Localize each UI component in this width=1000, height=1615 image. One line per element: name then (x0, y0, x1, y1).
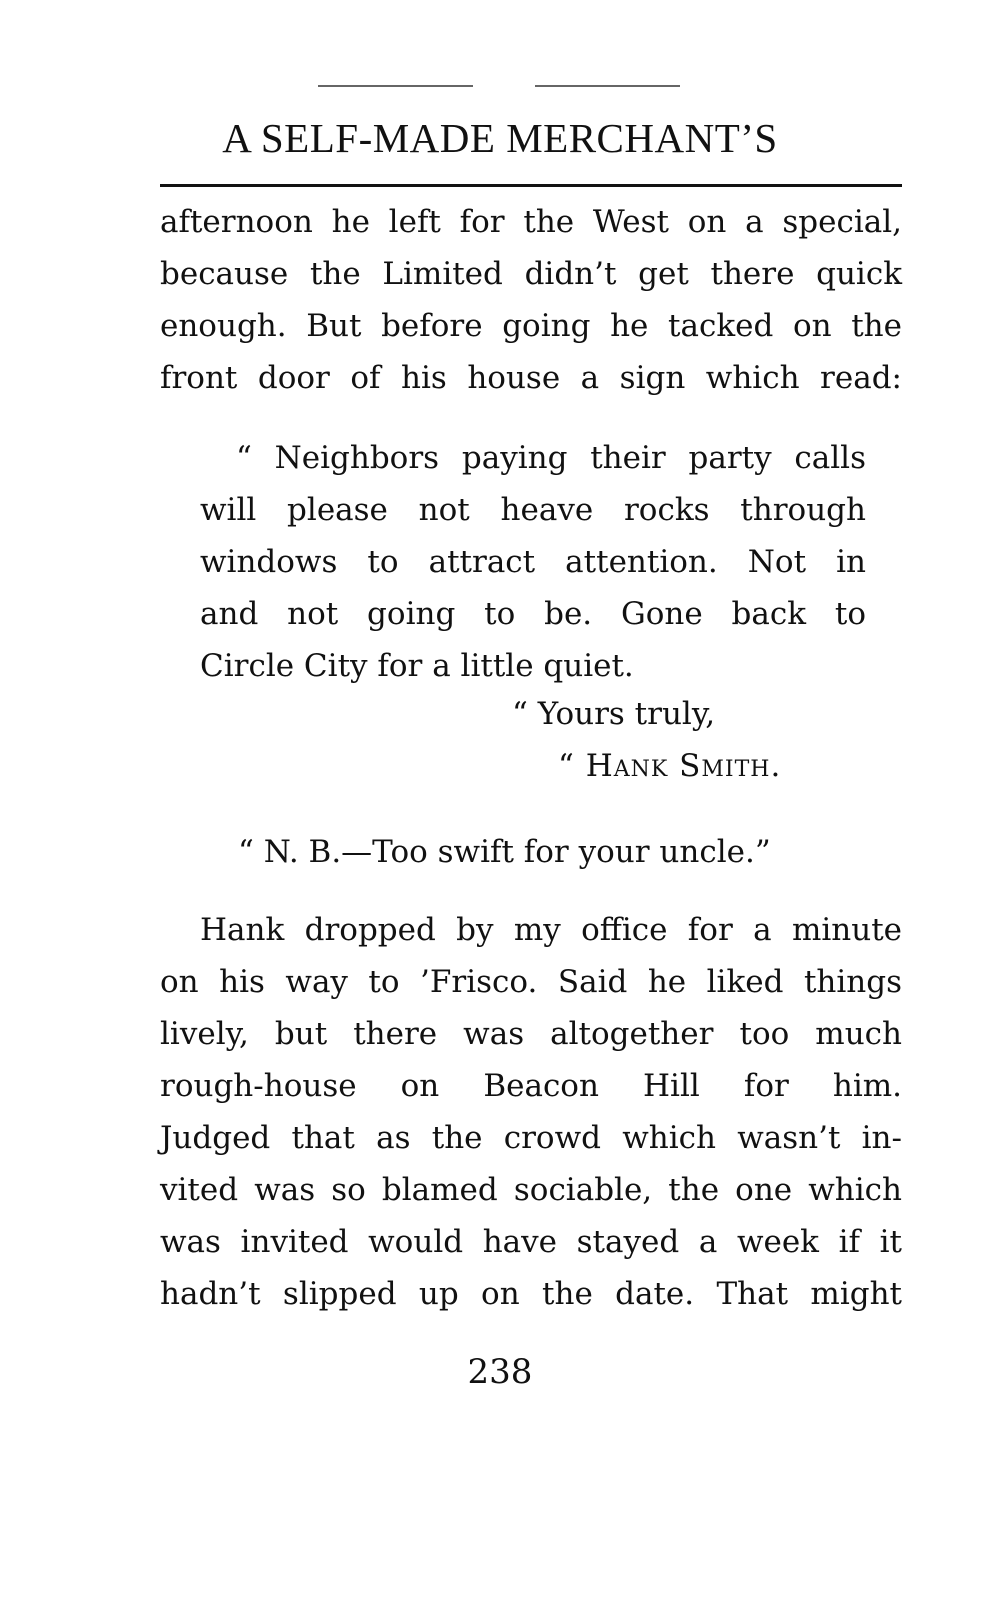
sign-closing: “ Yours truly, (512, 696, 716, 732)
text-line: hadn’t slipped up on the date. That might (160, 1276, 902, 1312)
text-line: and not going to be. Gone back to (200, 596, 866, 632)
text-line: afternoon he left for the West on a special, (160, 204, 902, 240)
text-line: because the Limited didn’t get there quick (160, 256, 902, 292)
text-line: enough. But before going he tacked on the (160, 308, 902, 344)
text-line: rough-house on Beacon Hill for him. (160, 1068, 902, 1104)
text-line: Judged that as the crowd which wasn’t in- (160, 1120, 902, 1156)
text-line: was invited would have stayed a week if it (160, 1224, 902, 1260)
text-line: Hank dropped by my office for a minute (200, 912, 902, 948)
sign-postscript: “ N. B.—Too swift for your uncle.” (238, 834, 771, 870)
text-line: vited was so blamed sociable, the one which (160, 1172, 902, 1208)
text-line: on his way to ’Frisco. Said he liked things (160, 964, 902, 1000)
paragraph-1 (160, 196, 902, 404)
sign-signature: “ Hank Smith. (558, 748, 782, 784)
paragraph-2 (160, 904, 902, 1320)
top-ornament-left (318, 85, 473, 87)
text-line: lively, but there was altogether too much (160, 1016, 902, 1052)
text-line: windows to attract attention. Not in (200, 544, 866, 580)
text-line: front door of his house a sign which read: (160, 360, 902, 396)
page-number: 238 (467, 1352, 533, 1392)
sign-quote (200, 432, 866, 692)
text-line: “ Neighbors paying their party calls (236, 440, 866, 476)
text-line: will please not heave rocks through (200, 492, 866, 528)
text-line: Circle City for a little quiet. (200, 648, 634, 684)
header-rule (160, 184, 902, 187)
running-head: A SELF-MADE MERCHANT’S (222, 115, 778, 161)
top-ornament-right (535, 85, 680, 87)
